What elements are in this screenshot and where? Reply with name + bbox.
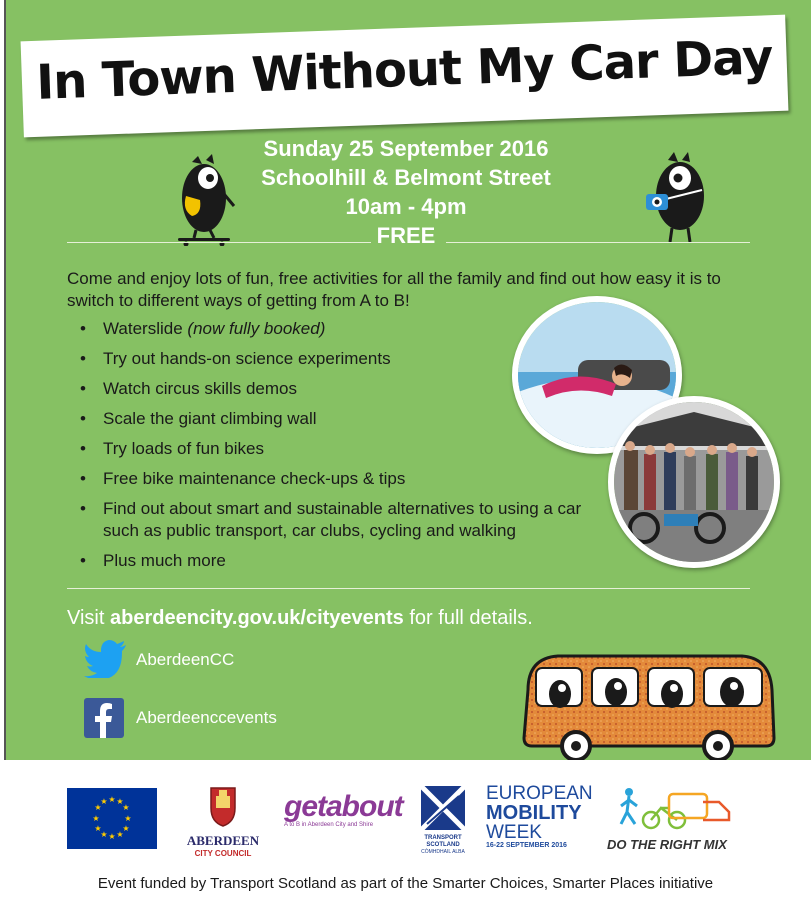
crowd-bikes-photo xyxy=(608,396,780,568)
aberdeen-logo-line2: CITY COUNCIL xyxy=(194,849,252,858)
facebook-row[interactable] xyxy=(84,698,277,738)
svg-text:★: ★ xyxy=(122,803,130,812)
divider-left xyxy=(67,242,371,243)
emw-logo xyxy=(486,783,593,849)
mixed-transport-icon xyxy=(607,786,737,830)
divider-right xyxy=(446,242,750,243)
event-details xyxy=(200,134,612,250)
svg-text:★: ★ xyxy=(116,830,124,839)
event-location: Schoolhill & Belmont Street xyxy=(261,165,551,190)
page-title: In Town Without My Car Day xyxy=(35,29,774,111)
aberdeen-logo xyxy=(180,784,266,858)
getabout-name: getabout xyxy=(284,790,403,823)
visit-link[interactable]: aberdeencity.gov.uk/cityevents xyxy=(109,607,404,629)
list-item xyxy=(80,498,603,542)
activity-label: Try loads of fun bikes xyxy=(103,439,264,458)
svg-text:★: ★ xyxy=(122,824,130,833)
activity-label: Watch circus skills demos xyxy=(103,379,297,398)
transport-scotland-logo xyxy=(418,786,468,855)
emw-line3: WEEK xyxy=(486,822,542,843)
event-time: 10am - 4pm xyxy=(345,194,467,219)
list-item xyxy=(80,468,600,490)
aberdeen-logo-line1: ABERDEEN xyxy=(186,833,260,848)
twitter-handle: AberdeenCC xyxy=(136,650,235,669)
facebook-handle: Aberdeenccevents xyxy=(136,708,277,727)
twitter-icon xyxy=(84,640,128,678)
visit-line xyxy=(67,607,533,630)
list-item xyxy=(80,438,600,460)
emw-line1: EUROPEAN xyxy=(486,783,593,804)
activity-label: Try out hands-on science experiments xyxy=(103,349,391,368)
activity-label: Scale the giant climbing wall xyxy=(103,409,317,428)
svg-text:★: ★ xyxy=(92,814,100,823)
do-the-right-mix-logo xyxy=(607,786,757,852)
svg-text:★: ★ xyxy=(108,832,116,841)
bus-illustration-icon xyxy=(518,650,778,762)
svg-text:★: ★ xyxy=(108,795,116,804)
dtrm-text: DO THE RIGHT MIX xyxy=(607,837,727,852)
divider-lower xyxy=(67,588,750,589)
activity-label: Free bike maintenance check-ups & tips xyxy=(103,469,406,488)
intro-text: Come and enjoy lots of fun, free activities for all the family and find out how easy it is to switch to different ways of getting from A to B! xyxy=(67,269,721,310)
facebook-icon xyxy=(84,698,124,738)
getabout-logo xyxy=(284,790,403,828)
transport-scotland-icon xyxy=(421,786,465,830)
eu-flag-icon xyxy=(67,788,157,849)
event-date: Sunday 25 September 2016 xyxy=(263,136,549,161)
camera-character-icon xyxy=(640,150,720,246)
crest-icon xyxy=(203,784,243,828)
activity-label: Waterslide xyxy=(103,319,183,338)
svg-text:★: ★ xyxy=(100,797,108,806)
ts-line3: CÒMHDHAIL ALBA xyxy=(421,849,465,855)
visit-prefix: Visit xyxy=(67,607,110,629)
event-price: FREE xyxy=(376,223,436,248)
svg-text:★: ★ xyxy=(94,803,102,812)
getabout-tagline: A to B in Aberdeen City and Shire xyxy=(284,822,374,828)
emw-line2: MOBILITY xyxy=(486,802,582,824)
twitter-row[interactable] xyxy=(84,640,235,678)
ts-line2: SCOTLAND xyxy=(426,842,460,848)
activity-note: (now fully booked) xyxy=(187,319,326,338)
svg-text:★: ★ xyxy=(124,814,132,823)
ts-line1: TRANSPORT xyxy=(424,835,462,841)
svg-text:★: ★ xyxy=(100,830,108,839)
svg-text:★: ★ xyxy=(116,797,124,806)
activity-label: Plus much more xyxy=(103,551,226,570)
list-item xyxy=(80,550,600,572)
visit-suffix: for full details. xyxy=(403,607,533,629)
activity-label: Find out about smart and sustainable alternatives to using a car such as public transport, car clubs, cycling and walking xyxy=(103,499,582,540)
svg-text:★: ★ xyxy=(94,824,102,833)
emw-dates: 16-22 SEPTEMBER 2016 xyxy=(486,842,567,849)
funding-note: Event funded by Transport Scotland as part of the Smarter Choices, Smarter Places initiative xyxy=(97,875,714,892)
